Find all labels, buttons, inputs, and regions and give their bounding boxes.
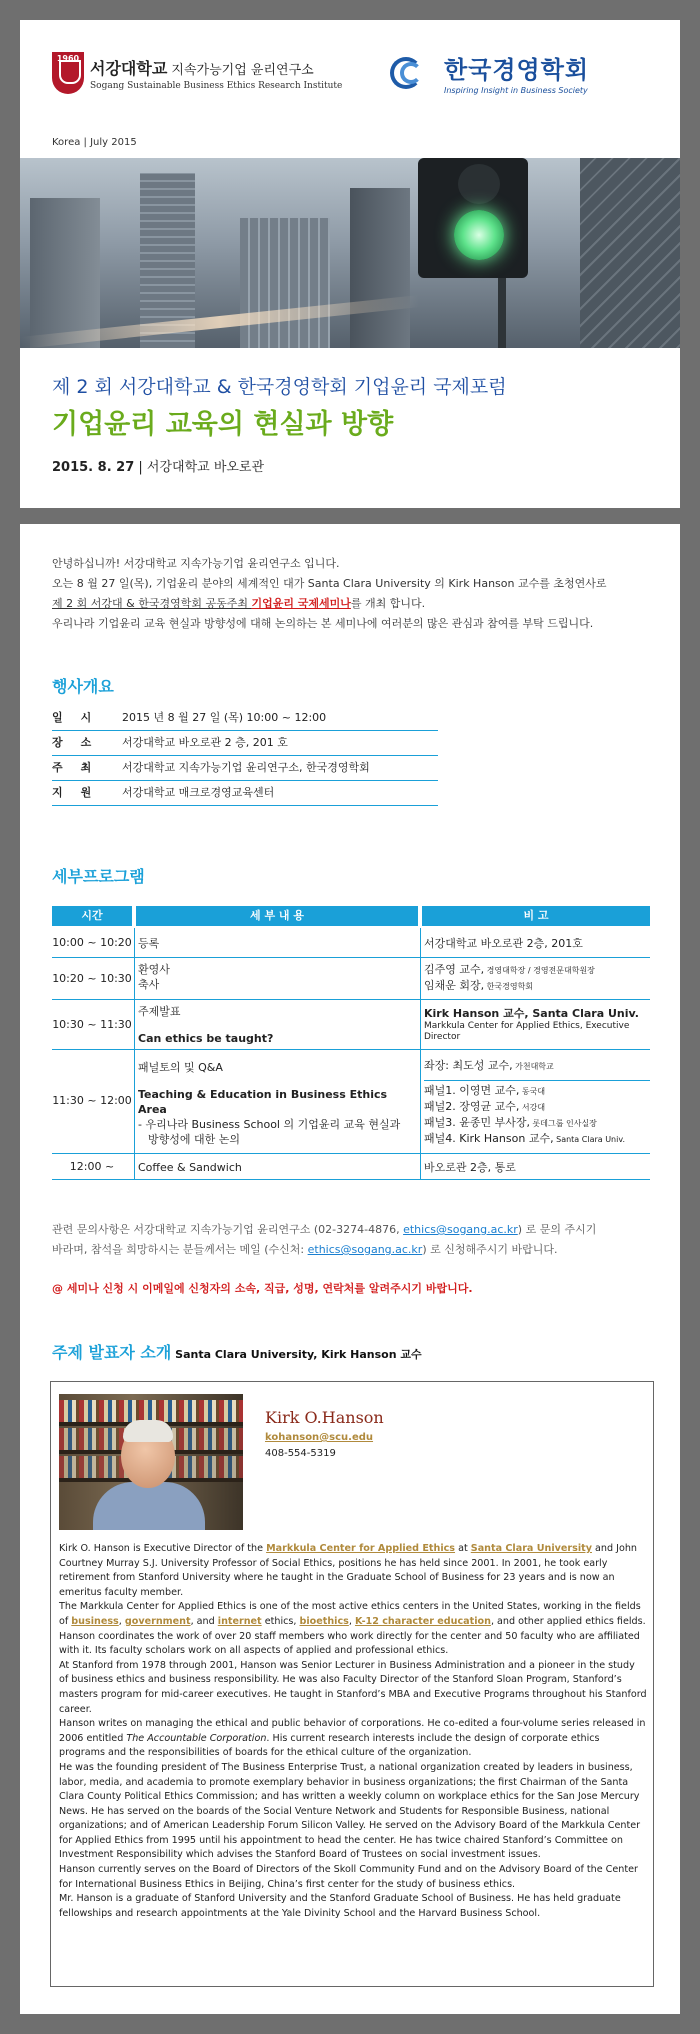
- contact-email-link[interactable]: ethics@sogang.ac.kr: [403, 1223, 518, 1236]
- application-notice: @ 세미나 신청 시 이메일에 신청자의 소속, 직급, 성명, 연락처를 알려주시기 바랍니다.: [52, 1282, 473, 1295]
- ring-logo-icon: [390, 57, 438, 89]
- korea-society-tagline: Inspiring Insight in Business Society: [444, 86, 588, 95]
- speaker-bio-text: Kirk O. Hanson is Executive Director of the Markkula Center for Applied Ethics at Santa Clara University and John Courtney Murray S.J. University Professor of Social Ethics, positions he has held since 2001. In 2001, he took early retirement from Stanford University where he taught in the Graduate School of Business for 23 years and is now an emeritus faculty member. The Markkula Center for Applied Ethics is one of the most active ethics centers in the United States, working in the fields of business, government, and internet ethics, bioethics, K-12 character education, and other applied ethics fields. Hanson coordinates the work of over 20 staff members who work directly for the center and 50 faculty who are affiliated with it. Its faculty scholars work on all aspects of applied and professional ethics. At Stanford from 1978 through 2001, Hanson was Senior Lecturer in Business Administration and a pioneer in the study of business ethics and business responsibility. He was also Faculty Director of the Stanford Sloan Program, Stanford’s masters program for mid-career executives. He taught in Stanford’s MBA and Executive Programs throughout his Stanford career. Hanson writes on managing the ethical and public behavior of corporations. He co-edited a four-volume series released in 2006 entitled The Accountable Corporation. His current research interests include the design of corporate ethics programs and the responsibilities of boards for the ethical culture of the organization. He was the founding president of The Business Enterprise Trust, a national organization created by leaders in business, labor, media, and academia to promote exemplary behavior in business organizations; the first Chairman of the Santa Clara County Political Ethics Commission; and has written a weekly column on workplace ethics for the San Jose Mercury News. He has served on the boards of the Social Venture Network and Students for Responsible Business, national organizations; and of American Leadership Forum Silicon Valley. He served on the Advisory Board of the Markkula Center for Applied Ethics from 1995 until his appointment to head the center. He has twice chaired Stanford’s Committee on Investment Responsibility which advises the Stanford Board of Trustees on social investment issues. Hanson currently serves on the Board of Directors of the Skoll Community Fund and on the Advisory Board of the Center for International Business Ethics in Beijing, China’s first center for the study of business ethics. Mr. Hanson is a graduate of Stanford University and the Stanford Graduate School of Business. He has held graduate fellowships and research appointments at the Yale Divinity School and the Harvard Business School.: [59, 1543, 647, 1919]
- apply-email-link[interactable]: ethics@sogang.ac.kr: [307, 1243, 423, 1256]
- dateline: Korea | July 2015: [52, 137, 137, 148]
- program-heading: 세부프로그램: [52, 867, 145, 886]
- sogang-center-name: 지속가능기업 윤리연구소: [167, 62, 314, 78]
- sogang-center-english: Sogang Sustainable Business Ethics Research Institute: [90, 80, 343, 91]
- markkula-link[interactable]: Markkula Center for Applied Ethics: [266, 1543, 456, 1554]
- overview-row-date: 일시 2015 년 8 월 27 일 (목) 10:00 ~ 12:00: [52, 706, 438, 731]
- traffic-light-icon: [418, 158, 528, 278]
- hero-image: [20, 158, 680, 348]
- sogang-logo: [52, 52, 342, 94]
- overview-row-place: 장소 서강대학교 바오로관 2 층, 201 호: [52, 731, 438, 756]
- government-link[interactable]: government: [124, 1615, 191, 1627]
- speaker-bio-box: [50, 1381, 654, 1987]
- overview-heading: 행사개요: [52, 677, 114, 696]
- main-panel: [20, 524, 680, 2014]
- forum-subtitle: 제 2 회 서강대학교 & 한국경영학회 기업윤리 국제포럼: [52, 376, 507, 398]
- program-col-time: 시간: [52, 906, 132, 926]
- program-row: 10:20 ~ 10:30 환영사 축사 김주영 교수, 경영대학장 / 경영전문대학원장 임채운 회장, 한국경영학회: [52, 958, 650, 1000]
- program-row: 12:00 ~ Coffee & Sandwich 바오로관 2층, 통로: [52, 1154, 650, 1180]
- program-row: 10:00 ~ 10:20 등록 서강대학교 바오로관 2층, 201호: [52, 928, 650, 958]
- seminar-highlight: 기업윤리 국제세미나: [251, 597, 351, 610]
- bioethics-link[interactable]: bioethics: [299, 1615, 349, 1627]
- santa-clara-link[interactable]: Santa Clara University: [470, 1543, 592, 1554]
- k12-link[interactable]: K-12 character education: [354, 1615, 491, 1627]
- contact-text: 관련 문의사항은 서강대학교 지속가능기업 윤리연구소 (02-3274-4876, ethics@sogang.ac.kr) 로 문의 주시기 바라며, 참석을 희망하시는 분들께서는 메일 (수신처: ethics@sogang.ac.kr) 로 신청해주시기 바랍니다.: [52, 1223, 597, 1256]
- keynote-title: Can ethics be taught?: [138, 1032, 274, 1045]
- korea-society-name: 한국경영학회: [444, 56, 590, 84]
- program-col-content: 세 부 내 용: [136, 906, 418, 926]
- internet-link[interactable]: internet: [217, 1615, 262, 1627]
- forum-date-venue: 2015. 8. 27 | 서강대학교 바오로관: [52, 460, 265, 475]
- overview-row-support: 지원 서강대학교 매크로경영교육센터: [52, 781, 438, 806]
- header-panel: [20, 20, 680, 508]
- speaker-photo: [59, 1394, 243, 1530]
- speaker-heading: 주제 발표자 소개 Santa Clara University, Kirk Hanson 교수: [52, 1343, 422, 1362]
- sogang-shield-icon: 1960: [52, 52, 84, 94]
- speaker-phone: 408-554-5319: [265, 1448, 336, 1459]
- greeting-text: 안녕하십니까! 서강대학교 지속가능기업 윤리연구소 입니다. 오는 8 월 27 일(목), 기업윤리 분야의 세계적인 대가 Santa Clara University 의 Kirk Hanson 교수를 초청연사로 제 2 회 서강대 & 한국경영학회 공동주최 기업윤리 국제세미나를 개최 합니다. 우리나라 기업윤리 교육 현실과 방향성에 대해 논의하는 본 세미나에 여러분의 많은 관심과 참여를 부탁 드립니다.: [52, 557, 607, 630]
- korea-society-logo: [390, 50, 589, 95]
- program-row: 10:30 ~ 11:30 주제발표 Can ethics be taught? Kirk Hanson 교수, Santa Clara Univ. Markkula Center for Applied Ethics, Executive Director: [52, 1000, 650, 1050]
- speaker-email-link[interactable]: kohanson@scu.edu: [265, 1432, 374, 1443]
- overview-row-host: 주최 서강대학교 지속가능기업 윤리연구소, 한국경영학회: [52, 756, 438, 781]
- forum-title: 기업윤리 교육의 현실과 방향: [52, 409, 394, 440]
- program-row: 11:30 ~ 12:00 패널토의 및 Q&A Teaching & Education in Business Ethics Area - 우리나라 Business School 의 기업윤리 교육 현실과 방향성에 대한 논의 좌장: 최도성 교수, 가천대학교 패널1. 이영면 교수, 동국대 패널2. 장영균 교수, 서강대 패널3. 윤종민 부사장, 롯데그룹 인사실장 패널4. Kirk Hanson 교수, Santa Clara Univ.: [52, 1050, 650, 1154]
- speaker-name: Kirk O.Hanson: [265, 1408, 384, 1427]
- sogang-name: 서강대학교: [90, 58, 168, 78]
- business-link[interactable]: business: [71, 1615, 119, 1627]
- program-col-note: 비 고: [422, 906, 650, 926]
